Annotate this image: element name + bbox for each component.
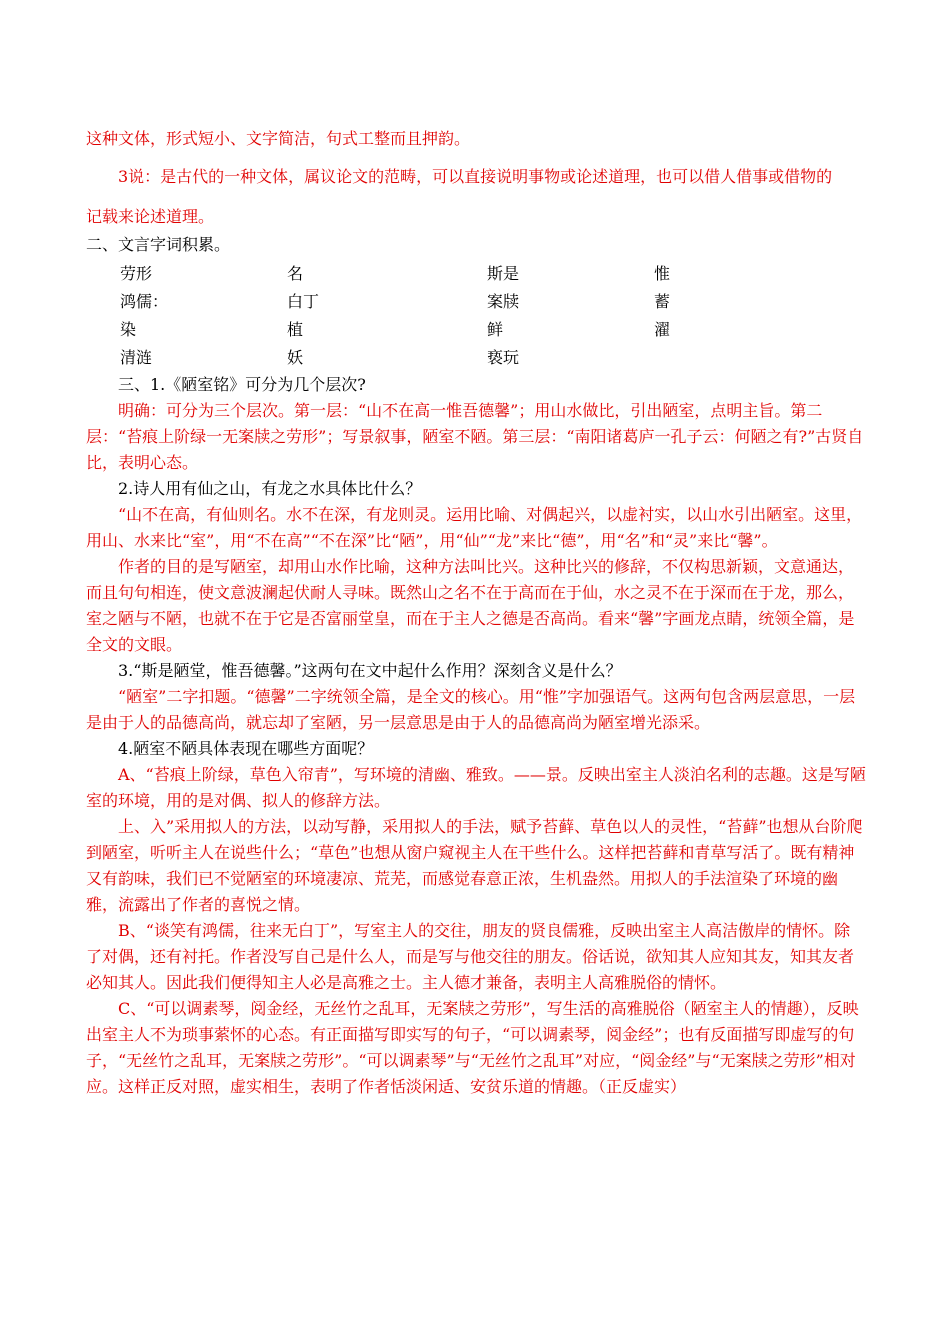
vocab-cell: 亵玩 [487, 348, 520, 367]
vocab-cell: 鲜 [487, 320, 504, 339]
answer-1: 明确：可分为三个层次。第一层：“山不在高一惟吾德馨”；用山水做比，引出陋室，点明主旨。第二层：“苔痕上阶绿一无案牍之劳形”；写景叙事，陋室不陋。第三层：“南阳诸葛庐一孔子云：何陋之有?”古贤自比，表明心态。 [86, 401, 864, 472]
shuo-paragraph-line2: 记载来论述道理。 [86, 207, 215, 226]
vocab-cell: 植 [287, 320, 304, 339]
answer-4-a-detail: 上、入”采用拟人的方法，以动写静，采用拟人的手法，赋予苔藓、草色以人的灵性，“苔藓”也想从台阶爬到陋室，听听主人在说些什么；“草色”也想从窗户窥视主人在干些什么。这样把苔藓和青草写活了。既有精神又有韵味，我们已不觉陋室的环境凄凉、荒芜，而感觉春意正浓，生机盎然。用拟人的手法渲染了环境的幽雅，流露出了作者的喜悦之情。 [86, 817, 863, 914]
shuo-paragraph-line1: 3说：是古代的一种文体，属议论文的范畴，可以直接说明事物或论述道理，也可以借人借事或借物的 [118, 167, 833, 186]
vocab-cell: 名 [287, 264, 304, 283]
vocab-cell: 案牍 [487, 292, 520, 311]
vocab-cell: 清涟 [120, 348, 153, 367]
question-2: 2.诗人用有仙之山，有龙之水具体比什么？ [118, 479, 422, 498]
vocab-grid [120, 260, 866, 372]
vocab-cell: 斯是 [487, 264, 520, 283]
vocab-cell: 蓄 [654, 292, 671, 311]
vocab-cell: 妖 [287, 348, 304, 367]
vocab-cell [654, 344, 774, 372]
vocab-cell: 染 [120, 320, 137, 339]
section-two-title: 二、文言字词积累。 [86, 235, 231, 254]
answer-2-part1: “山不在高，有仙则名。水不在深，有龙则灵。运用比喻、对偶起兴，以虚衬实，以山水引出陋室。这里，用山、水来比“室”，用“不在高”“不在深”比“陋”，用“仙”“龙”来比“德”，用“名”和“灵”来比“馨”。 [86, 505, 863, 550]
answer-4-b: B、“谈笑有鸿儒，往来无白丁”，写室主人的交往，朋友的贤良儒雅，反映出室主人高洁傲岸的情怀。除了对偶，还有衬托。作者没写自己是什么人，而是写与他交往的朋友。俗话说，欲知其人应知其友，知其友者必知其人。因此我们便得知主人必是高雅之士。主人德才兼备，表明主人高雅脱俗的情怀。 [86, 921, 855, 992]
vocab-cell: 劳形 [120, 264, 153, 283]
answer-4-c: C、“可以调素琴，阅金经，无丝竹之乱耳，无案牍之劳形”，写生活的高雅脱俗（陋室主人的情趣），反映出室主人不为琐事萦怀的心态。有正面描写即实写的句子，“可以调素琴，阅金经”；也有反面描写即虚写的句子，“无丝竹之乱耳，无案牍之劳形”。“可以调素琴”与“无丝竹之乱耳”对应，“阅金经”与“无案牍之劳形”相对应。这样正反对照，虚实相生，表明了作者恬淡闲适、安贫乐道的情趣。（正反虚实） [86, 999, 859, 1096]
answer-3: “陋室”二字扣题。“德馨”二字统领全篇，是全文的核心。用“惟”字加强语气。这两句包含两层意思，一层是由于人的品德高尚，就忘却了室陋，另一层意思是由于人的品德高尚为陋室增光添采。 [86, 687, 856, 732]
vocab-cell: 鸿儒： [120, 292, 169, 311]
question-1: 三、1.《陋室铭》可分为几个层次? [118, 375, 366, 394]
vocab-cell: 惟 [654, 264, 671, 283]
question-3: 3.“斯是陋堂，惟吾德馨。”这两句在文中起什么作用？深刻含义是什么？ [118, 661, 622, 680]
answer-4-a: A、“苔痕上阶绿，草色入帘青”，写环境的清幽、雅致。——景。反映出室主人淡泊名利的志趣。这是写陋室的环境，用的是对偶、拟人的修辞方法。 [86, 765, 866, 810]
document-page [86, 126, 866, 1100]
vocab-cell: 白丁 [287, 292, 320, 311]
intro-paragraph: 这种文体，形式短小、文字简洁，句式工整而且押韵。 [86, 129, 471, 148]
answer-2-part2: 作者的目的是写陋室，却用山水作比喻，这种方法叫比兴。这种比兴的修辞，不仅构思新颖，文意通达，而且句句相连，使文意波澜起伏耐人寻味。既然山之名不在于高而在于仙，水之灵不在于深而在于龙，那么，室之陋与不陋，也就不在于它是否富丽堂皇，而在于主人之德是否高尚。看来“馨”字画龙点睛，统领全篇，是全文的文眼。 [86, 557, 855, 654]
vocab-cell: 濯 [654, 320, 671, 339]
question-4: 4.陋室不陋具体表现在哪些方面呢？ [118, 739, 374, 758]
